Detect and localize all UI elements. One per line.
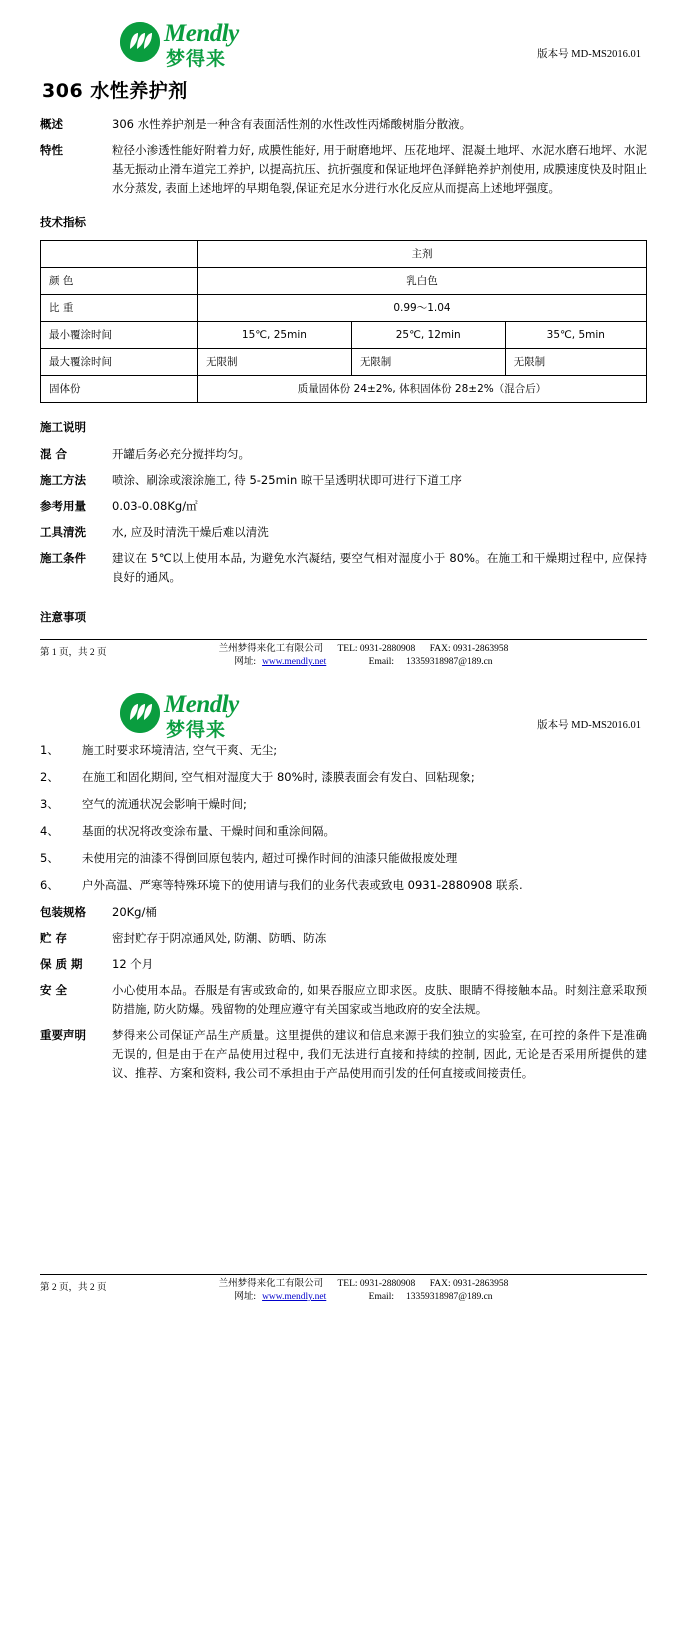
header-blank-cell	[41, 241, 198, 268]
table-header-row	[41, 241, 647, 268]
company-logo	[120, 20, 340, 68]
packaging-row	[40, 903, 647, 922]
construction-mixing-row	[40, 445, 647, 464]
conditions-text: 建议在 5℃以上使用本品, 为避免水汽凝结, 要空气相对湿度小于 80%。在施工和干燥期过程中, 应保持良好的通风。	[112, 551, 647, 584]
footer-fax: FAX: 0931-2863958	[429, 1279, 509, 1289]
notice-heading: 注意事项	[40, 610, 86, 624]
list-number: 1、	[40, 743, 59, 757]
footer-tel: TEL: 0931-2880908	[337, 1279, 416, 1289]
list-text: 未使用完的油漆不得倒回原包装内, 超过可操作时间的油漆只能做报废处理	[82, 851, 458, 865]
page-2-footer	[40, 1274, 647, 1308]
overview-label: 概述	[40, 117, 63, 131]
list-item	[40, 822, 647, 841]
list-number: 4、	[40, 824, 59, 838]
list-text: 空气的流通状况会影响干燥时间;	[82, 797, 247, 811]
row-label-max-recoat: 最大覆涂时间	[41, 349, 198, 376]
footer-fax: FAX: 0931-2863958	[429, 644, 509, 654]
row-value-color: 乳白色	[198, 268, 647, 295]
row-label-color: 颜 色	[41, 268, 198, 295]
mixing-label: 混 合	[40, 447, 68, 461]
footer-web-label: 网址:	[234, 1292, 257, 1302]
features-row	[40, 141, 647, 198]
list-text: 施工时要求环境清洁, 空气干爽、无尘;	[82, 743, 278, 757]
list-item	[40, 849, 647, 868]
row-value-max-recoat-3: 无限制	[505, 349, 646, 376]
footer-web-link[interactable]: www.mendly.net	[262, 1292, 327, 1302]
safety-value: 小心使用本品。吞服是有害或致命的, 如果吞服应立即求医。皮肤、眼睛不得接触本品。时刻注意采取预防措施, 防火防爆。残留物的处理应遵守有关国家或当地政府的安全法规。	[112, 983, 647, 1016]
logo-text-cn: 梦得来	[166, 719, 227, 741]
footer-web-label: 网址:	[234, 657, 257, 667]
footer-line-2	[40, 1291, 647, 1304]
features-label: 特性	[40, 143, 63, 157]
footer-email: 13359318987@189.cn	[405, 1292, 493, 1302]
footer-company: 兰州梦得来化工有限公司	[218, 644, 324, 654]
list-item	[40, 795, 647, 814]
shelf-life-row	[40, 955, 647, 974]
footer-tel: TEL: 0931-2880908	[337, 644, 416, 654]
overview-row	[40, 115, 647, 134]
shelf-life-value: 12 个月	[112, 957, 154, 971]
version-number-2: 版本号 MD-MS2016.01	[537, 720, 641, 731]
page-title: 306 水性养护剂	[42, 80, 188, 102]
method-label: 施工方法	[40, 473, 86, 487]
statement-label: 重要声明	[40, 1028, 86, 1042]
footer-email-label: Email:	[368, 1292, 394, 1302]
page-header	[40, 18, 647, 70]
packaging-value: 20Kg/桶	[112, 905, 157, 919]
footer-line-1	[40, 643, 647, 656]
list-item	[40, 768, 647, 787]
page-1-footer	[40, 639, 647, 673]
row-value-max-recoat-1: 无限制	[198, 349, 352, 376]
coverage-label: 参考用量	[40, 499, 86, 513]
row-value-min-recoat-2: 25℃, 12min	[351, 322, 505, 349]
construction-method-row	[40, 471, 647, 490]
mixing-text: 开罐后务必充分搅拌均匀。	[112, 447, 250, 461]
logo-text-cn: 梦得来	[166, 48, 227, 70]
footer-line-1	[40, 1278, 647, 1291]
storage-label: 贮 存	[40, 931, 68, 945]
leaf-circle-logo-icon	[120, 693, 160, 733]
packaging-label: 包装规格	[40, 905, 86, 919]
safety-label: 安 全	[40, 983, 68, 997]
footer-email: 13359318987@189.cn	[405, 657, 493, 667]
list-number: 3、	[40, 797, 59, 811]
shelf-life-label: 保 质 期	[40, 957, 83, 971]
row-label-solids: 固体份	[41, 376, 198, 403]
table-row	[41, 268, 647, 295]
footer-company: 兰州梦得来化工有限公司	[218, 1279, 324, 1289]
statement-value: 梦得来公司保证产品生产质量。这里提供的建议和信息来源于我们独立的实验室, 在可控的条件下是准确无误的, 但是由于在产品使用过程中, 我们无法进行直接和持续的控制, 因此, 无论是否采用所提供的建议、推荐、方案和资料, 我公司不承担由于产品使用而引发的任何直接或间接责任。	[112, 1028, 647, 1080]
list-item	[40, 876, 647, 895]
row-value-density: 0.99～1.04	[198, 295, 647, 322]
construction-conditions-row	[40, 549, 647, 587]
footer-email-label: Email:	[368, 657, 394, 667]
overview-text: 306 水性养护剂是一种含有表面活性剂的水性改性丙烯酸树脂分散液。	[112, 117, 472, 131]
leaf-circle-logo-icon	[120, 22, 160, 62]
list-text: 在施工和固化期间, 空气相对湿度大于 80%时, 漆膜表面会有发白、回粘现象;	[82, 770, 475, 784]
row-label-density: 比 重	[41, 295, 198, 322]
page-header-2	[40, 689, 647, 741]
construction-heading: 施工说明	[40, 420, 86, 434]
page-number: 第 2 页，共 2 页	[40, 1283, 107, 1293]
tech-spec-heading: 技术指标	[40, 215, 86, 229]
coverage-text: 0.03-0.08Kg/㎡	[112, 499, 198, 513]
row-value-max-recoat-2: 无限制	[351, 349, 505, 376]
features-text: 粒径小渗透性能好附着力好, 成膜性能好, 用于耐磨地坪、压花地坪、混凝土地坪、水泥水磨石地坪、水泥基无振动止滑车道完工养护, 以提高抗压、抗折强度和保证地坪色泽鲜艳养护剂使用, 成膜速度快及时阻止水分蒸发, 表面上述地坪的早期龟裂,保证充足水分进行水化反应从而提高上述地坪强度。	[112, 143, 647, 195]
cleaning-text: 水, 应及时清洗干燥后难以清洗	[112, 525, 269, 539]
header-main-cell: 主剂	[198, 241, 647, 268]
document-page-1	[0, 0, 687, 673]
footer-line-2	[40, 656, 647, 669]
cleaning-label: 工具清洗	[40, 525, 86, 539]
conditions-label: 施工条件	[40, 551, 86, 565]
logo-text-en: Mendly	[164, 691, 239, 718]
company-logo-2	[120, 691, 340, 739]
page-spacer	[40, 1090, 647, 1260]
row-value-min-recoat-3: 35℃, 5min	[505, 322, 646, 349]
table-row	[41, 322, 647, 349]
table-row	[41, 295, 647, 322]
safety-row	[40, 981, 647, 1019]
list-text: 基面的状况将改变涂布量、干燥时间和重涂间隔。	[82, 824, 335, 838]
list-number: 5、	[40, 851, 59, 865]
version-number: 版本号 MD-MS2016.01	[537, 49, 641, 60]
table-row	[41, 376, 647, 403]
document-page-2	[0, 679, 687, 1308]
footer-web-link[interactable]: www.mendly.net	[262, 657, 327, 667]
construction-coverage-row	[40, 497, 647, 516]
method-text: 喷涂、刷涂或滚涂施工, 待 5-25min 晾干呈透明状即可进行下道工序	[112, 473, 462, 487]
storage-row	[40, 929, 647, 948]
list-item	[40, 741, 647, 760]
list-text: 户外高温、严寒等特殊环境下的使用请与我们的业务代表或致电 0931-2880908 联系.	[82, 878, 523, 892]
table-row	[41, 349, 647, 376]
list-number: 6、	[40, 878, 59, 892]
spec-table	[40, 240, 647, 403]
list-number: 2、	[40, 770, 59, 784]
row-label-min-recoat: 最小覆涂时间	[41, 322, 198, 349]
construction-cleaning-row	[40, 523, 647, 542]
row-value-solids: 质量固体份 24±2%, 体积固体份 28±2%（混合后）	[198, 376, 647, 403]
page-number: 第 1 页，共 2 页	[40, 648, 107, 658]
row-value-min-recoat-1: 15℃, 25min	[198, 322, 352, 349]
logo-text-en: Mendly	[164, 20, 239, 47]
storage-value: 密封贮存于阴凉通风处, 防潮、防晒、防冻	[112, 931, 327, 945]
statement-row	[40, 1026, 647, 1083]
